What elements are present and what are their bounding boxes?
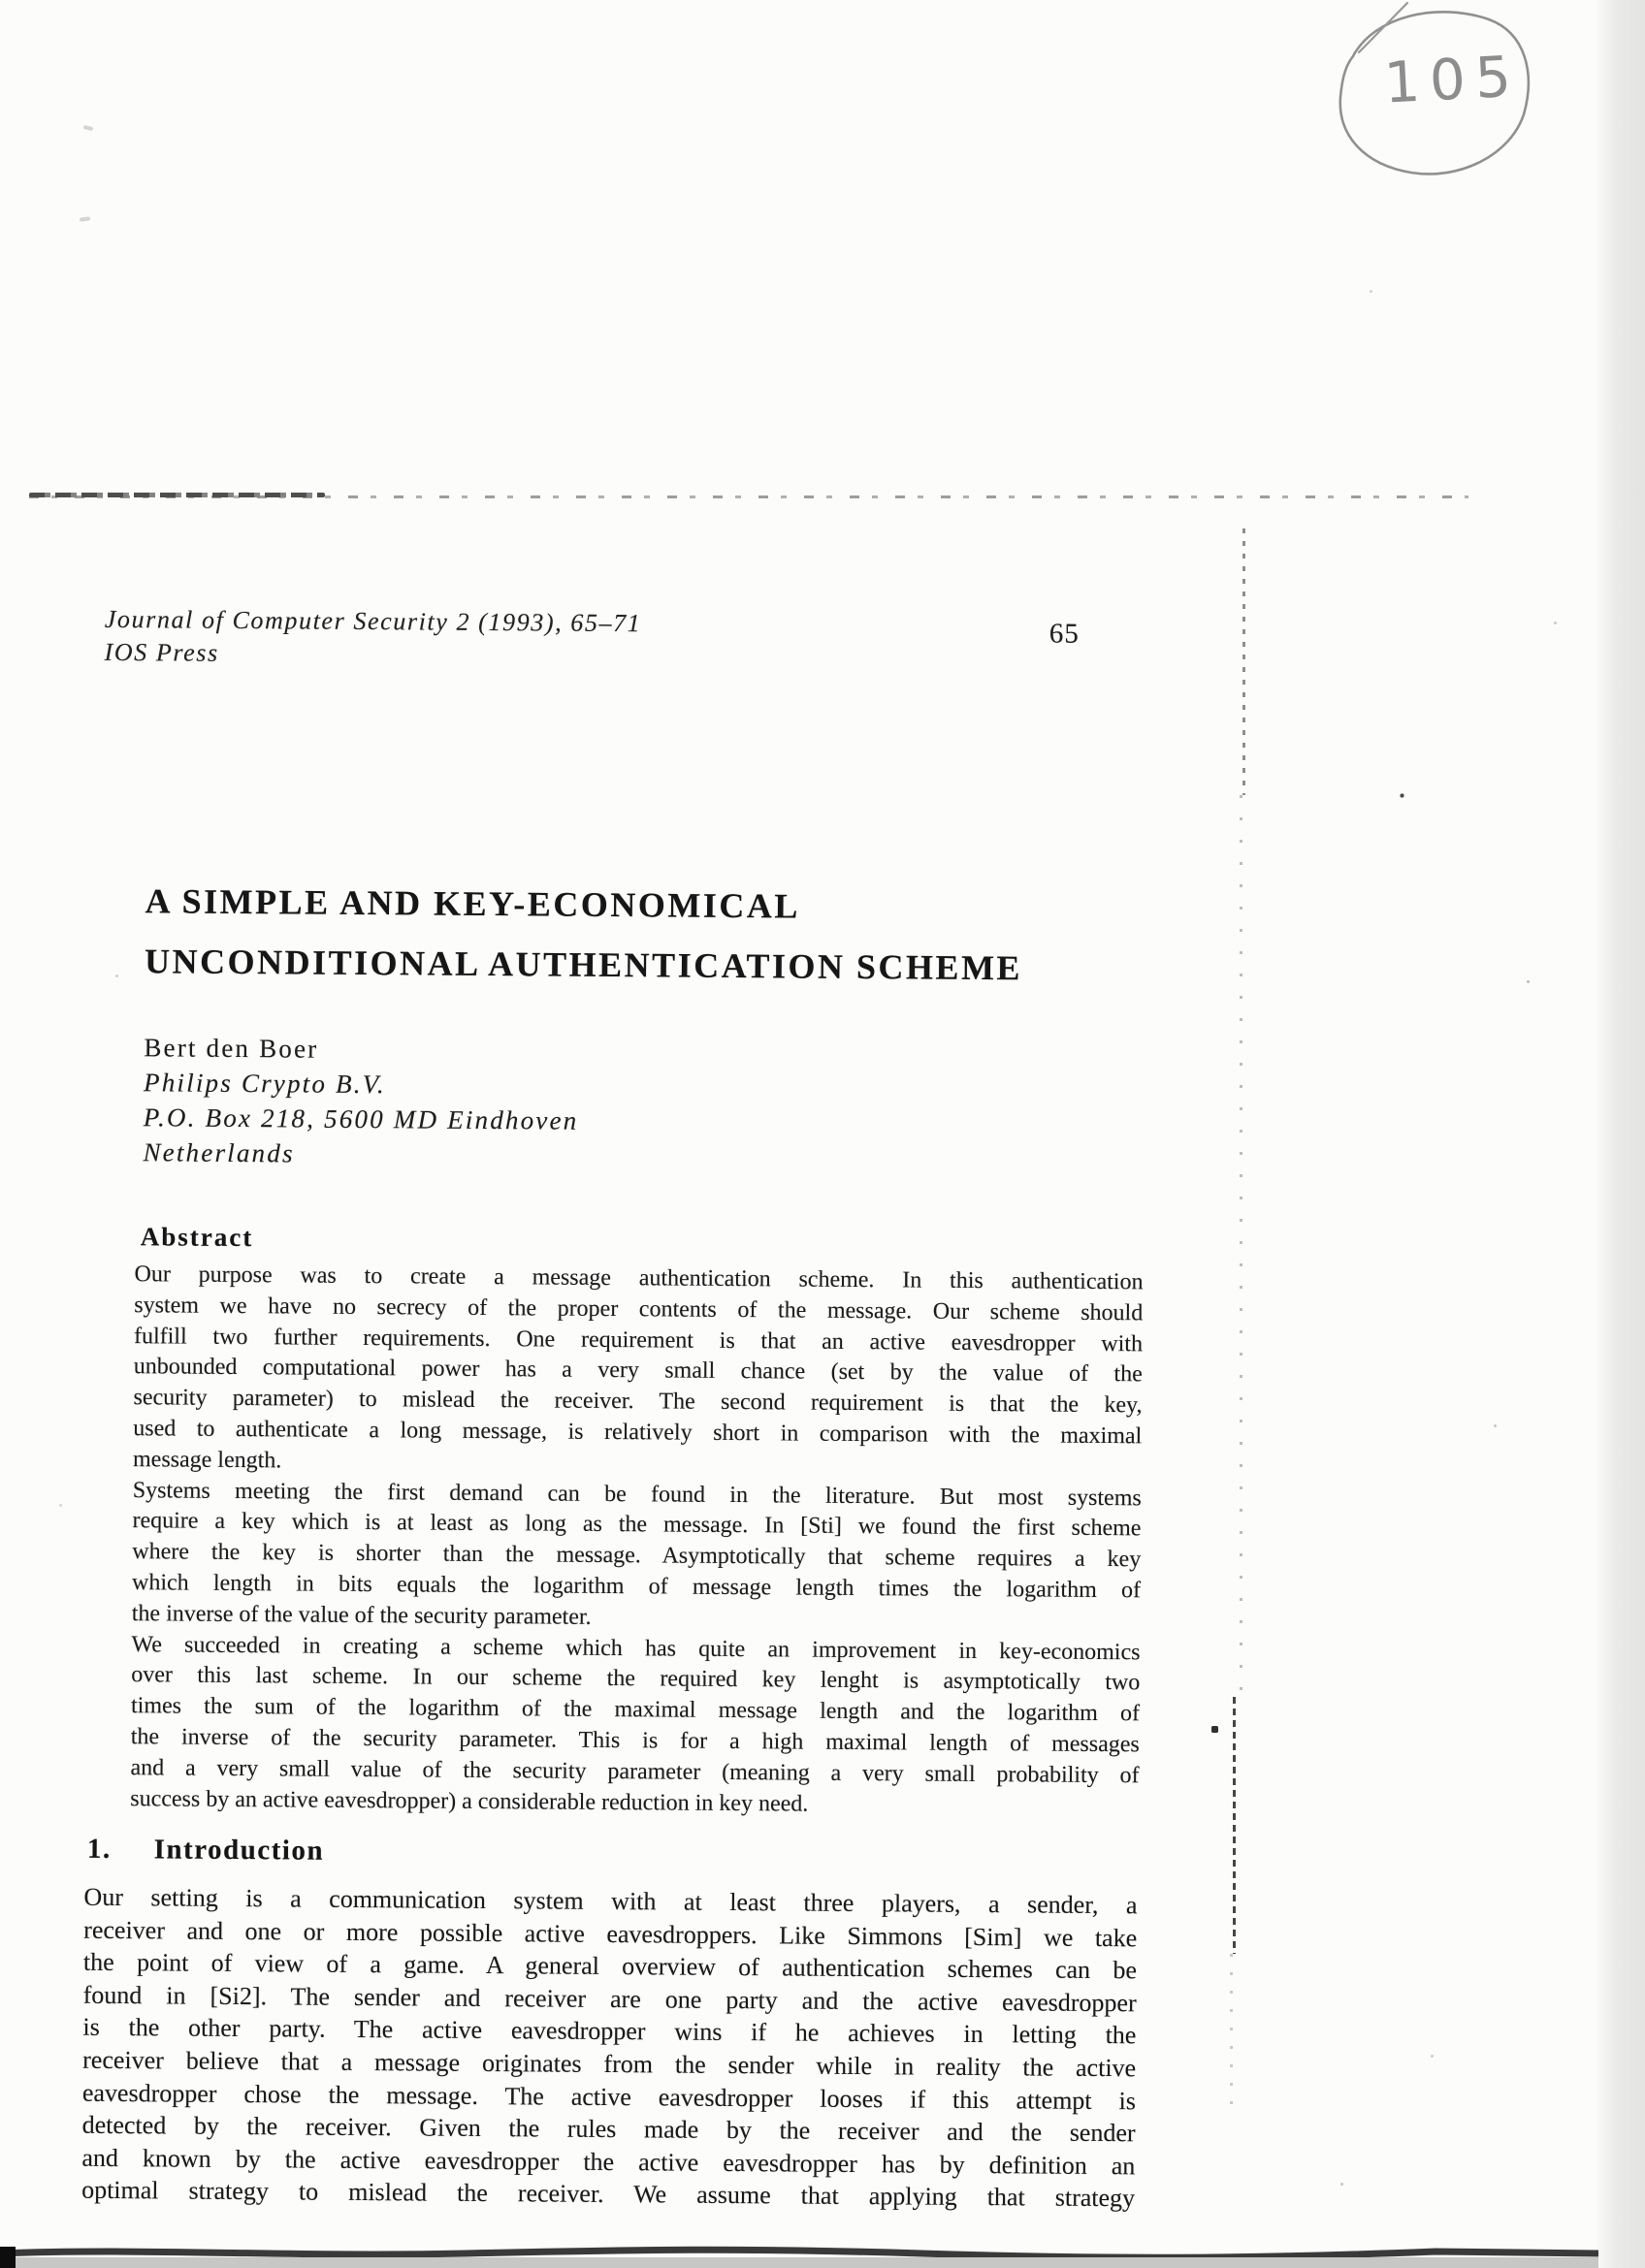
introduction-paragraph	[81, 1881, 1138, 2215]
handwritten-page-number: 105	[1382, 43, 1523, 116]
author-block	[143, 1030, 579, 1173]
text-line: receiver believe that a message originates from the sender while in reality the active	[82, 2045, 1137, 2083]
text-line: We succeeded in creating a scheme which has quite an improvement in key-economics	[131, 1631, 1141, 1665]
scan-page-right-edge	[1595, 0, 1645, 2268]
text-line: and a very small value of the security parameter (meaning a very small probability of	[130, 1754, 1140, 1789]
text-line: unbounded computational power has a very small chance (set by the value of the	[133, 1354, 1143, 1388]
paper-title-line-1: A SIMPLE AND KEY-ECONOMICAL	[145, 881, 800, 926]
text-line: over this last scheme. In our scheme the required key lenght is asymptotically two	[131, 1662, 1141, 1696]
author-country: Netherlands	[143, 1137, 295, 1168]
text-line: the point of view of a game. A general overview of authentication schemes can be	[82, 1947, 1138, 1985]
section-1-heading	[87, 1834, 324, 1868]
publisher-line: IOS Press	[104, 637, 219, 667]
text-line: Our purpose was to create a message authentication scheme. In this authentication	[134, 1262, 1144, 1295]
author-name: Bert den Boer	[144, 1033, 319, 1064]
text-line: receiver and one or more possible active eavesdroppers. Like Simmons [Sim] we take	[83, 1915, 1138, 1952]
scan-page-bottom-shadow	[0, 2257, 1598, 2268]
text-line: the inverse of the value of the security parameter.	[131, 1600, 592, 1630]
text-line: found in [Si2]. The sender and receiver are one party and the active eavesdropper	[82, 1980, 1137, 2018]
text-line: fulfill two further requirements. One requirement is that an active eavesdropper with	[133, 1323, 1144, 1357]
text-line: Our setting is a communication system with at least three players, a sender, a	[83, 1882, 1138, 1920]
abstract-paragraph	[133, 1260, 1144, 1484]
text-line: message length.	[132, 1446, 282, 1474]
text-line: require a key which is at least as long as the message. In [Sti] we found the first scheme	[132, 1508, 1142, 1542]
abstract-body	[130, 1260, 1143, 1822]
text-line: the inverse of the security parameter. This is for a high maximal length of messages	[130, 1724, 1140, 1758]
text-line: security parameter) to mislead the receiver. The second requirement is that the key,	[133, 1385, 1143, 1419]
text-line: eavesdropper chose the message. The active eavesdropper looses if this attempt is	[81, 2078, 1137, 2115]
abstract-paragraph	[130, 1630, 1140, 1823]
text-line: success by an active eavesdropper) a considerable reduction in key need.	[130, 1785, 809, 1817]
text-line: optimal strategy to mislead the receiver. We assume that applying that strategy	[81, 2176, 1136, 2213]
text-line: system we have no secrecy of the proper contents of the message. Our scheme should	[134, 1292, 1144, 1326]
text-line: used to authenticate a long message, is relatively short in comparison with the maximal	[133, 1416, 1143, 1450]
text-line: times the sum of the logarithm of the maximal message length and the logarithm of	[130, 1693, 1141, 1727]
section-title: Introduction	[153, 1834, 325, 1867]
abstract-heading: Abstract	[140, 1222, 254, 1253]
author-address: P.O. Box 218, 5600 MD Eindhoven	[143, 1102, 579, 1135]
section-number: 1.	[86, 1833, 112, 1865]
page-number: 65	[1048, 618, 1080, 650]
paper-title-line-2: UNCONDITIONAL AUTHENTICATION SCHEME	[144, 942, 1023, 988]
text-line: detected by the receiver. Given the rules made by the receiver and the sender	[81, 2110, 1136, 2148]
paper-title	[145, 880, 1023, 1007]
scan-artifact-corner-mark	[0, 2247, 16, 2268]
text-line: where the key is shorter than the message. Asymptotically that scheme requires a key	[132, 1539, 1142, 1573]
scan-artifact-specks	[0, 0, 1, 1]
journal-header	[104, 603, 641, 673]
text-line: and known by the active eavesdropper the active eavesdropper has by definition an	[81, 2143, 1136, 2181]
text-line: which length in bits equals the logarithm of message length times the logarithm of	[131, 1570, 1142, 1604]
text-line: is the other party. The active eavesdropper wins if he achieves in letting the	[82, 2013, 1137, 2050]
text-line: Systems meeting the first demand can be found in the literature. But most systems	[132, 1477, 1142, 1511]
abstract-paragraph	[132, 1476, 1142, 1638]
author-affiliation: Philips Crypto B.V.	[143, 1068, 387, 1100]
journal-citation-line: Journal of Computer Security 2 (1993), 65–71	[104, 604, 642, 638]
